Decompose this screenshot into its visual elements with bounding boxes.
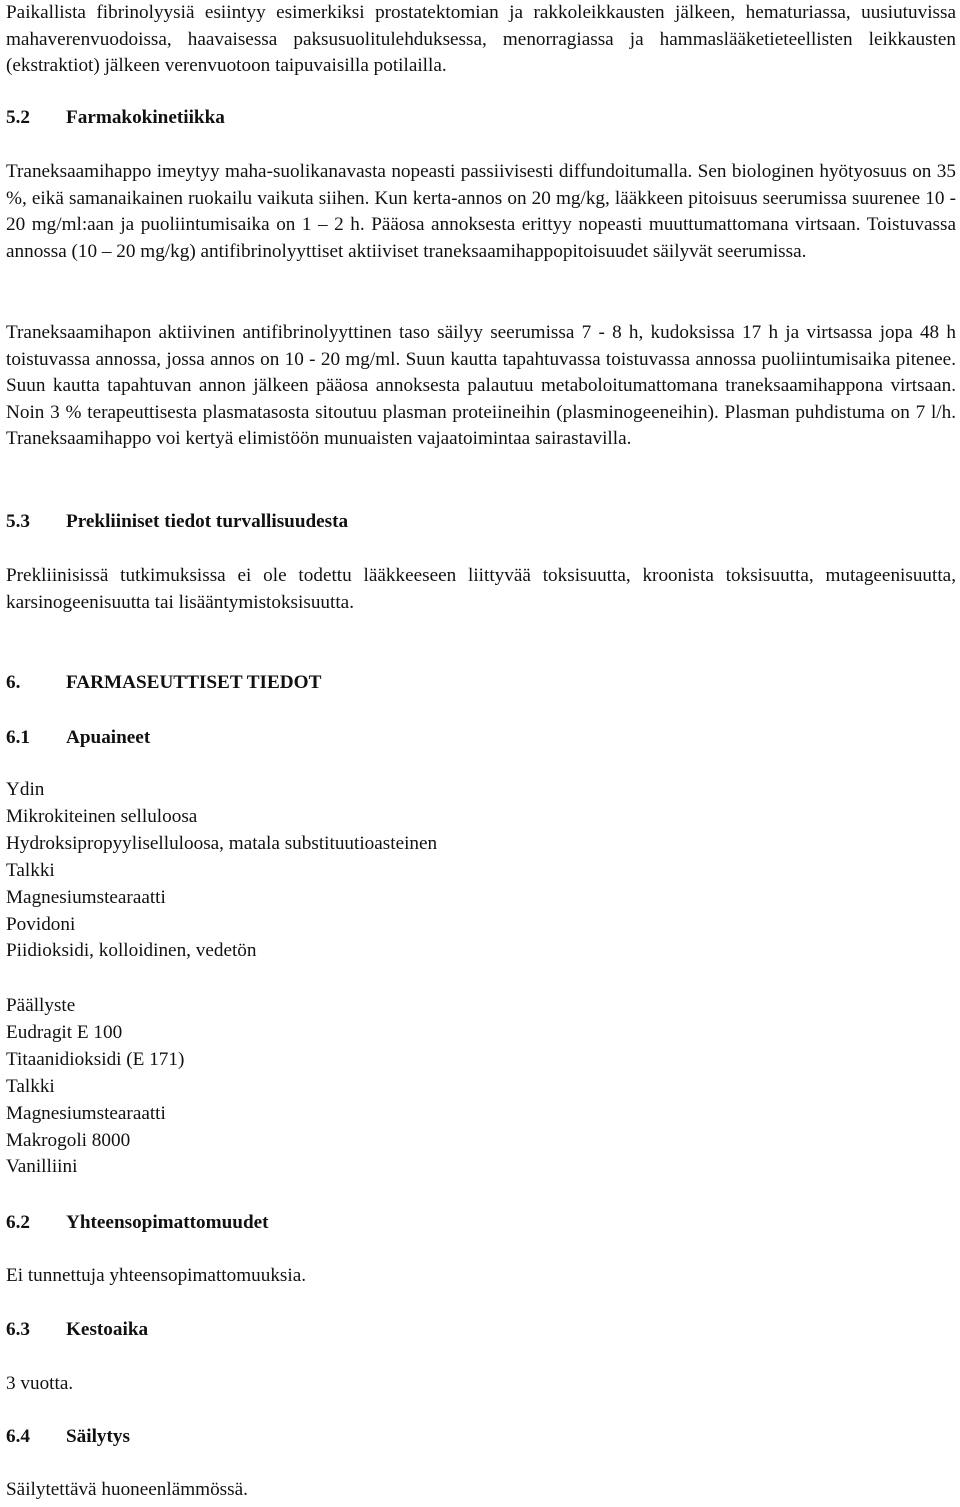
core-list xyxy=(6,804,437,965)
list-item: Mikrokiteinen selluloosa xyxy=(6,805,198,827)
section-title: Yhteensopimattomuudet xyxy=(66,1212,269,1233)
list-item: Eudragit E 100 xyxy=(6,1021,123,1043)
pharmacokinetics-paragraph-2: Traneksaamihapon aktiivinen antifibrinolyyttinen taso säilyy seerumissa 7 - 8 h, kudoksissa 17 h ja virtsassa jopa 48 h toistuvassa annossa, jossa annos on 10 - 20 mg/ml. Suun kautta tapahtuvassa toistuvassa annossa puoliintumisaika pitenee. Suun kautta tapahtuvan annon jälkeen pääosa annoksesta palautuu metaboloitumattomana traneksaamihappona virtsaan. Noin 3 % terapeuttisesta plasmatasosta sitoutuu plasman proteiineihin (plasminogeeneihin). Plasman puhdistuma on 7 l/h. Traneksaamihappo voi kertyä elimistöön munuaisten vajaatoimintaa sairastavilla. xyxy=(6,322,956,450)
preclinical-paragraph: Prekliinisissä tutkimuksissa ei ole todettu lääkkeeseen liittyvää toksisuutta, kroonista toksisuutta, mutageenisuutta, karsinogeenisuutta tai lisääntymistoksisuutta. xyxy=(6,565,956,613)
list-item: Makrogoli 8000 xyxy=(6,1129,131,1151)
section-number: 5.3 xyxy=(6,511,30,532)
incompatibilities-text: Ei tunnettuja yhteensopimattomuuksia. xyxy=(6,1265,307,1286)
section-number: 6.2 xyxy=(6,1212,30,1233)
section-6-4-heading xyxy=(6,1424,130,1451)
list-item: Magnesiumstearaatti xyxy=(6,1102,166,1124)
storage-text: Säilytettävä huoneenlämmössä. xyxy=(6,1479,248,1500)
section-5-2-heading xyxy=(6,105,225,132)
section-number: 5.2 xyxy=(6,107,30,128)
shelf-life-text: 3 vuotta. xyxy=(6,1373,74,1394)
list-item: Vanilliini xyxy=(6,1156,78,1178)
list-item: Talkki xyxy=(6,859,55,881)
section-title: Prekliiniset tiedot turvallisuudesta xyxy=(66,511,349,532)
list-item: Piidioksidi, kolloidinen, vedetön xyxy=(6,940,257,962)
list-item: Povidoni xyxy=(6,913,76,935)
coating-list xyxy=(6,1020,184,1181)
list-item: Talkki xyxy=(6,1075,55,1097)
section-6-1-heading xyxy=(6,725,150,752)
section-number: 6.1 xyxy=(6,727,30,748)
section-title: Apuaineet xyxy=(66,727,151,748)
section-title: Farmakokinetiikka xyxy=(66,107,225,128)
list-item: Titaanidioksidi (E 171) xyxy=(6,1048,185,1070)
coating-title: Päällyste xyxy=(6,995,76,1016)
section-6-heading xyxy=(6,670,321,697)
section-number: 6.3 xyxy=(6,1319,30,1340)
coating-excipients xyxy=(6,993,184,1181)
section-title: Kestoaika xyxy=(66,1319,149,1340)
section-number: 6. xyxy=(6,672,21,693)
section-6-2-heading xyxy=(6,1210,269,1237)
section-number: 6.4 xyxy=(6,1426,30,1447)
list-item: Magnesiumstearaatti xyxy=(6,886,166,908)
pharmacokinetics-paragraph-1: Traneksaamihappo imeytyy maha-suolikanavasta nopeasti passiivisesti diffundoitumalla. Sen biologinen hyötyosuus on 35 %, eikä samanaikainen ruokailu vaikuta siihen. Kun kerta-annos on 20 mg/kg, lääkkeen pitoisuus seerumissa suurenee 10 - 20 mg/ml:aan ja puoliintumisaika on 1 – 2 h. Pääosa annoksesta erittyy nopeasti muuttumattomana virtsaan. Toistuvassa annossa (10 – 20 mg/kg) antifibrinolyyttiset aktiiviset traneksaamihappopitoisuudet säilyvät seerumissa. xyxy=(6,161,956,262)
list-item: Hydroksipropyyliselluloosa, matala substituutioasteinen xyxy=(6,832,438,854)
section-title: Säilytys xyxy=(66,1426,130,1447)
intro-paragraph: Paikallista fibrinolyysiä esiintyy esimerkiksi prostatektomian ja rakkoleikkausten jälkeen, hematuriassa, uusiutuvissa mahaverenvuodoissa, haavaisessa paksusuolitulehduksessa, menorragiassa ja hammaslääketieteellisten leikkausten (ekstraktiot) jälkeen verenvuotoon taipuvaisilla potilailla. xyxy=(6,2,956,77)
section-title: FARMASEUTTISET TIEDOT xyxy=(66,672,322,693)
core-title: Ydin xyxy=(6,779,45,800)
section-5-3-heading xyxy=(6,509,348,536)
section-6-3-heading xyxy=(6,1317,148,1344)
core-excipients xyxy=(6,777,437,965)
